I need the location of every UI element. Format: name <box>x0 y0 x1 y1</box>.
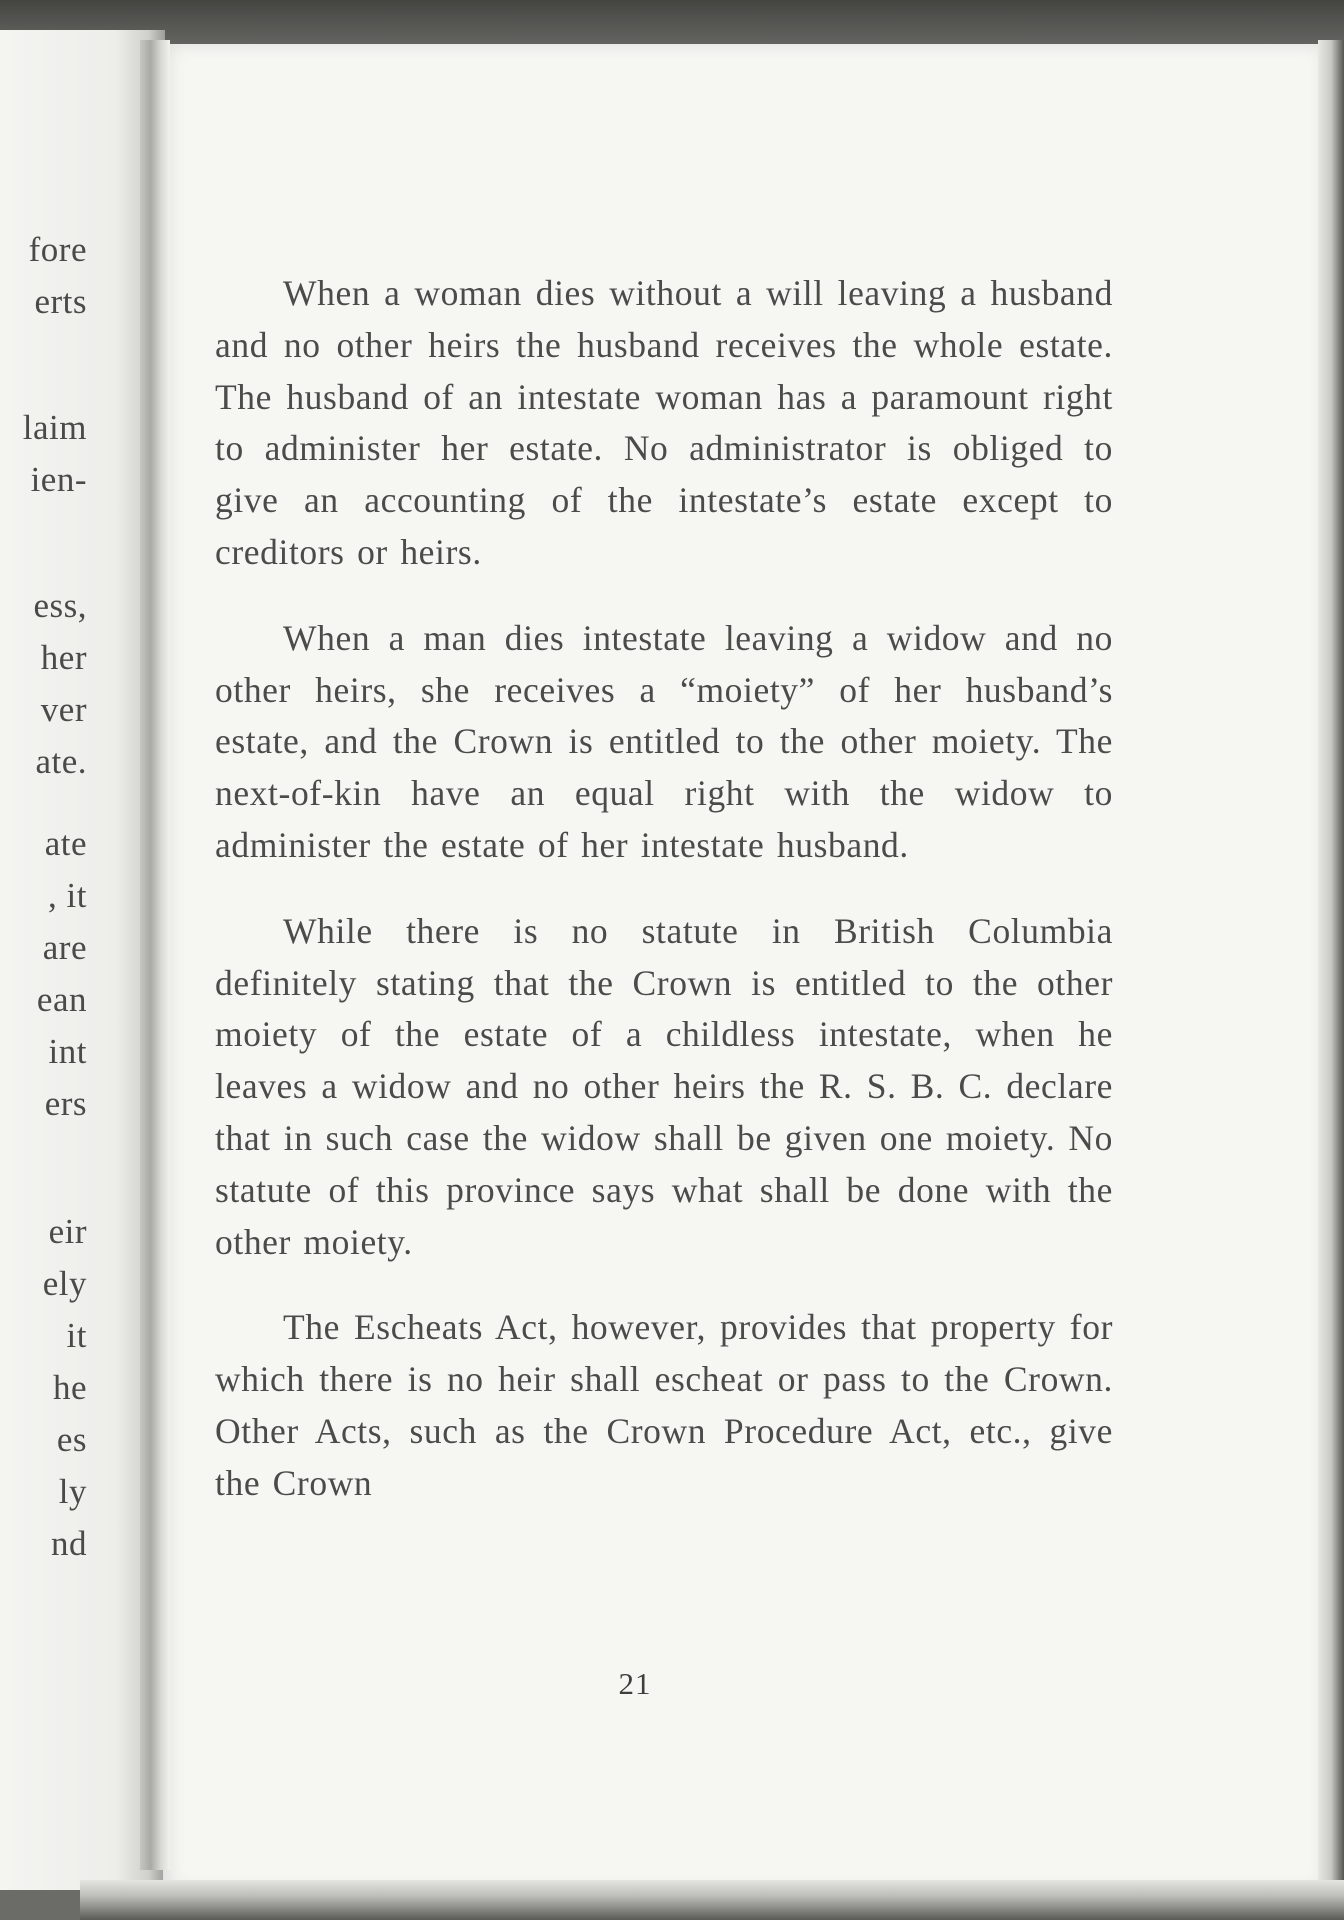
left-page-fragment: ess, <box>33 586 87 625</box>
left-page-fragment: int <box>48 1032 87 1071</box>
left-page-fragment: ean <box>36 980 87 1019</box>
left-page-fragment: ely <box>42 1264 87 1303</box>
left-page-fragment: eir <box>48 1212 87 1251</box>
left-page-fragment: erts <box>34 282 87 321</box>
left-page-fragment: laim <box>22 408 87 447</box>
left-page-fragment: es <box>56 1420 87 1459</box>
paragraph: While there is no statute in British Columbia definitely stating that the Crown is entitled to the other moiety of the estate of a childless intestate, when he leaves a widow and no other heirs the R. S. B. C. declare that in such case the widow shall be given one moiety. No statute of this province says what shall be done with the other moiety. <box>215 910 1113 1262</box>
left-page-fragment: ers <box>44 1084 87 1123</box>
paragraph: When a woman dies without a will leaving a husband and no other heirs the husband receives the whole estate. The husband of an intestate woman has a paramount right to administer her estate. No administrator is obliged to give an accounting of the intestate’s estate except to creditors or heirs. <box>215 273 1113 572</box>
left-page-fragment: ien- <box>30 460 87 499</box>
left-page-fragment: nd <box>51 1524 87 1563</box>
left-page-fragment: her <box>40 638 87 677</box>
left-page-fragment: are <box>42 928 87 967</box>
paragraph: When a man dies intestate leaving a widow and no other heirs, she receives a “moiety” of her husband’s estate, and the Crown is entitled to the other moiety. The next-of-kin have an equal right with the widow to administer the estate of her intestate husband. <box>215 617 1113 865</box>
left-page-fragment: fore <box>28 230 87 269</box>
page-edge-bottom <box>80 1880 1344 1920</box>
left-page-fragment: it <box>66 1316 87 1355</box>
page-edge-right <box>1318 40 1344 1920</box>
binding-gutter <box>140 40 170 1870</box>
body-text <box>215 268 1113 1544</box>
left-page-fragment: ate <box>44 824 87 863</box>
left-page-fragment: he <box>52 1368 87 1407</box>
left-page-fragment: ver <box>40 690 87 729</box>
left-page-fragment: ate. <box>35 742 87 781</box>
paragraph: The Escheats Act, however, provides that property for which there is no heir shall escheat or pass to the Crown. Other Acts, such as the Crown Procedure Act, etc., give the Crown <box>215 1307 1113 1503</box>
page-number: 21 <box>618 1666 652 1701</box>
left-page-fragment: ly <box>58 1472 87 1511</box>
left-page-fragment: , it <box>48 876 87 915</box>
